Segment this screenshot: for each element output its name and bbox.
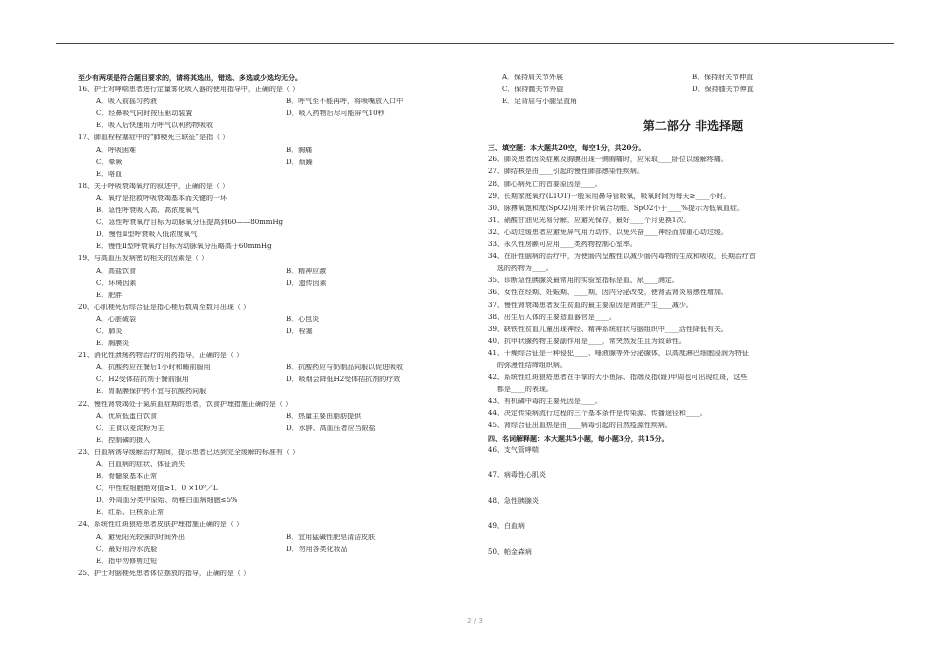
fill-in-question: 44、决定传染病流行过程的三个基本条件是传染源、传播途径和____。 (488, 410, 707, 418)
question-stem: 23、白血病诱导缓解治疗期间，提示患者已达到完全缓解的标准有（ ） (78, 448, 300, 456)
fill-in-question: 38、出生后人体的主要造血器官是____。 (488, 313, 616, 321)
section-title: 第二部分 非选择题 (642, 119, 744, 134)
fill-heading: 三、填空题：本大题共20空，每空1分，共20分。 (488, 144, 646, 153)
fill-in-question: 37、慢性肾衰竭患者发生贫血的最主要原因是肾脏产生____减少。 (488, 301, 693, 309)
option-text: C．急性呼衰氧疗目标为动脉氧分压提高到60——80mmHg (96, 219, 284, 227)
option-text: B．抗酸药应与奶制品同服以促进吸收 (286, 364, 404, 372)
question-stem: 24、系统性红斑狼疮患者皮肤护理措施正确的是（ ） (78, 521, 244, 529)
option-text: C．环境因素 (96, 279, 137, 287)
answer-space (488, 561, 898, 575)
option-row (78, 98, 478, 110)
answer-space (488, 484, 898, 498)
option-text: E．指甲勿修剪过短 (96, 557, 158, 565)
fill-in-list (488, 156, 898, 434)
option-text: D．栓塞 (286, 327, 313, 335)
fill-in-question: 27、肺结核是由____引起的慢性肺部感染性疾病。 (488, 168, 644, 176)
option-text: B．热量主要由脂肪提供 (286, 412, 362, 420)
option-text: C．主食以麦淀粉为主 (96, 424, 165, 432)
option-row (78, 207, 478, 219)
question-stem: 20、心肌梗死后综合征是指心梗后数周至数月出现（ ） (78, 303, 251, 311)
option-text: A．白血病的症状、体征消失 (96, 461, 186, 468)
option-text: C．最好用冷水洗脸 (96, 545, 158, 553)
answer-space (488, 459, 898, 473)
option-text: C．H2受体拮抗剂于餐前服用 (96, 376, 189, 384)
fill-in-question: 选的药物为____。 (488, 265, 553, 273)
question-stem: 25、护士对脑梗死患者体位摆放的指导，正确的是（ ） (78, 569, 251, 577)
q25-options (488, 74, 898, 110)
fill-in-question: 45、肾综合征出血热是由____病毒引起的自然疫源性疾病。 (488, 422, 672, 430)
question-stem: 22、慢性肾衰竭处于氮质血症期的患者，饮食护理措施正确的是（ ） (78, 400, 293, 408)
option-row (78, 473, 478, 485)
option-row (78, 485, 478, 497)
option-text: C．肺炎 (96, 327, 123, 335)
option-text: B．保持肘关节伸直 (692, 74, 754, 81)
option-text: E．慢性Ⅱ型呼衰氧疗目标为动脉氧分压略高于60mmHg (96, 243, 272, 251)
fill-in-question: 40、抗甲状腺药物主要副作用是____，常突然发生且为致命性。 (488, 337, 686, 345)
fill-in-question: 26、肺炎患者因炎症累及胸膜出现一侧胸痛时，应采取____卧位以缓解疼痛。 (488, 156, 728, 164)
option-text: D．烦躁 (286, 158, 313, 166)
option-text: A．吸入前摇匀药液 (96, 98, 158, 106)
option-row (78, 461, 478, 473)
option-row (78, 292, 478, 304)
option-text: B．急性呼衰吸入高、高浓度氧气 (96, 207, 200, 215)
option-text: B．胸痛 (286, 146, 313, 154)
option-text: D．吸烟会降低H2受体拮抗剂的疗效 (286, 376, 401, 384)
option-text: E．肥胖 (96, 291, 123, 299)
option-text: A．心脏破裂 (96, 315, 137, 323)
option-text: E．胸膜炎 (96, 340, 130, 348)
fill-in-question: 29、长期家庭氧疗(LTOT)一般采用鼻导管吸氧，吸氧时间为每天≥____小时。 (488, 192, 731, 200)
question-stem: 16、护士对哮喘患者进行定量雾化吸入器的使用指导中，正确的是（ ） (78, 86, 300, 94)
option-row (78, 340, 478, 352)
question-stem: 18、关于呼吸衰竭氧疗的叙述中，正确的是（ ） (78, 182, 230, 190)
option-row (78, 546, 478, 558)
term-heading: 四、名词解释题：本大题共5小题，每小题3分，共15分。 (488, 434, 669, 443)
fill-in-question: 的弥漫性结缔组织病。 (488, 361, 567, 369)
option-text: D．勿用各类化妆品 (286, 545, 348, 553)
option-row (78, 534, 478, 546)
option-row (78, 425, 478, 437)
option-text: E．足背屈与小腿呈直角 (502, 98, 578, 106)
option-row (78, 437, 478, 449)
option-text: E．咯血 (96, 170, 123, 178)
option-text: B．呼气至不能再呼，将喷嘴放入口中 (286, 98, 404, 106)
option-text: B．心包炎 (286, 315, 320, 323)
fill-in-question: 41、干燥综合征是一种侵犯____、唾液腺等外分泌腺体，以高度淋巴细胞浸润为特征 (488, 349, 749, 357)
option-row (78, 280, 478, 292)
fill-in-question: 31、硝酸甘油见光易分解，应避光保存，最好____个月更换1次。 (488, 216, 691, 224)
option-row (78, 243, 478, 255)
option-row (488, 98, 898, 110)
option-text: C．晕厥 (96, 158, 123, 166)
option-row (78, 122, 478, 134)
option-text: A．保持肩关节外展 (502, 74, 564, 81)
fill-in-question: 35、诊断急性胰腺炎最常用的实验室指标是血、尿____测定。 (488, 277, 679, 285)
option-text: B．精神应激 (286, 267, 327, 275)
option-text: E．吸入后快速用力呼气以利药物吸收 (96, 122, 214, 130)
option-text: D．水肿、高血压者应当限盐 (286, 424, 376, 432)
option-text: E．控制磷的摄入 (96, 436, 151, 444)
left-column (78, 74, 478, 582)
option-row (488, 74, 898, 86)
term-question: 47、病毒性心肌炎 (488, 471, 546, 480)
option-row (78, 328, 478, 340)
term-question: 48、急性胰腺炎 (488, 496, 539, 505)
fill-in-question: 都是____的表现。 (488, 386, 553, 394)
option-text: C．中性粒细胞绝对值≥1．0 ×10⁹／L (96, 485, 218, 493)
option-text: D．吸入药物后尽可能屏气10秒 (286, 110, 385, 118)
option-row (78, 509, 478, 521)
option-row (78, 171, 478, 183)
option-row (78, 364, 478, 376)
option-text: D．外周血分类中原始、幼稚白血病细胞≤5% (96, 497, 238, 505)
option-text: A．高盐饮食 (96, 267, 137, 275)
option-row (78, 219, 478, 231)
instruction-text: 至少有两项是符合题目要求的，请将其选出，错选、多选或少选均无分。 (78, 74, 302, 82)
option-text: A．氧疗是抢救呼吸衰竭基本而关键的一环 (96, 194, 228, 202)
fill-in-question: 43、有机磷中毒的主要死因是____。 (488, 398, 602, 406)
fill-in-question: 32、心动过缓患者应避免屏气用力动作，以免兴奋____神经而加重心动过缓。 (488, 228, 728, 236)
option-text: C．保持髋关节外旋 (502, 86, 564, 94)
option-text: D．保持膝关节伸直 (692, 86, 754, 94)
question-stem: 19、与高血压发病密切相关的因素是（ ） (78, 255, 209, 263)
option-text: D．遗传因素 (286, 279, 327, 287)
fill-in-question: 39、缺铁性贫血儿童出现神经、精神系统症状与脑组织中____活性降低有关。 (488, 325, 728, 333)
option-text: B．骨髓象基本正常 (96, 473, 158, 481)
option-row (78, 376, 478, 388)
option-text: A．避免阳光较强的时间外出 (96, 533, 186, 541)
question-list (78, 86, 478, 582)
term-question: 50、帕金森病 (488, 547, 532, 556)
option-text: C．经鼻吸气同时按压驱动装置 (96, 110, 193, 118)
option-row (78, 159, 478, 171)
option-row (78, 558, 478, 570)
fill-in-question: 33、永久性房颤可应用____类药物控制心室率。 (488, 241, 637, 249)
option-row (78, 413, 478, 425)
term-question: 46、支气管哮喘 (488, 445, 539, 454)
fill-in-question: 42、系统性红斑狼疮患者在手掌的大小鱼际、指端及指(趾)甲周也可出现红斑，这些 (488, 374, 748, 382)
term-list (488, 447, 898, 575)
option-text: E．红系、巨核系正常 (96, 509, 165, 517)
option-text: D．慢性Ⅱ型呼衰吸入低浓度氧气 (96, 231, 198, 239)
question-stem: 17、肺血栓栓塞症中的“肺梗死三联征”是指（ ） (78, 134, 230, 142)
option-row (78, 268, 478, 280)
option-text: B．宜用猛碱性肥皂清洁皮肤 (286, 533, 376, 541)
option-row (488, 86, 898, 98)
header-rule (56, 43, 894, 44)
answer-space (488, 510, 898, 524)
fill-in-question: 34、在肝性脑病的治疗中，为使肠内呈酸性以减少肠内毒物的生成和吸收，长期治疗首 (488, 253, 756, 261)
option-text: A．抗酸药应在餐后1小时和睡前服用 (96, 364, 211, 372)
option-text: A．优质低蛋白饮食 (96, 412, 158, 420)
answer-space (488, 535, 898, 549)
option-text: A．呼吸困难 (96, 146, 137, 154)
option-row (78, 195, 478, 207)
fill-in-question: 36、女性在经期、妊娠期、____期，因内分泌改变，使肾盂肾炎易感性增加。 (488, 289, 728, 297)
option-row (78, 388, 478, 400)
fill-in-question: 28、肺心病死亡的首要原因是____。 (488, 180, 602, 188)
option-row (78, 110, 478, 122)
option-row (78, 147, 478, 159)
right-column (488, 74, 898, 574)
option-row (78, 231, 478, 243)
option-text: E．胃黏膜保护药不宜与抗酸药同服 (96, 388, 207, 396)
option-row (78, 316, 478, 328)
option-row (78, 497, 478, 509)
term-question: 49、白血病 (488, 522, 525, 531)
question-stem: 21、消化性溃疡药物治疗的用药指导，正确的是（ ） (78, 352, 244, 360)
fill-in-question: 30、脉搏氧饱和度(SpO2)用来评价氧合功能，SpO2小于____%提示为低氧血症。 (488, 204, 744, 212)
page-number: 2 / 3 (467, 617, 483, 625)
